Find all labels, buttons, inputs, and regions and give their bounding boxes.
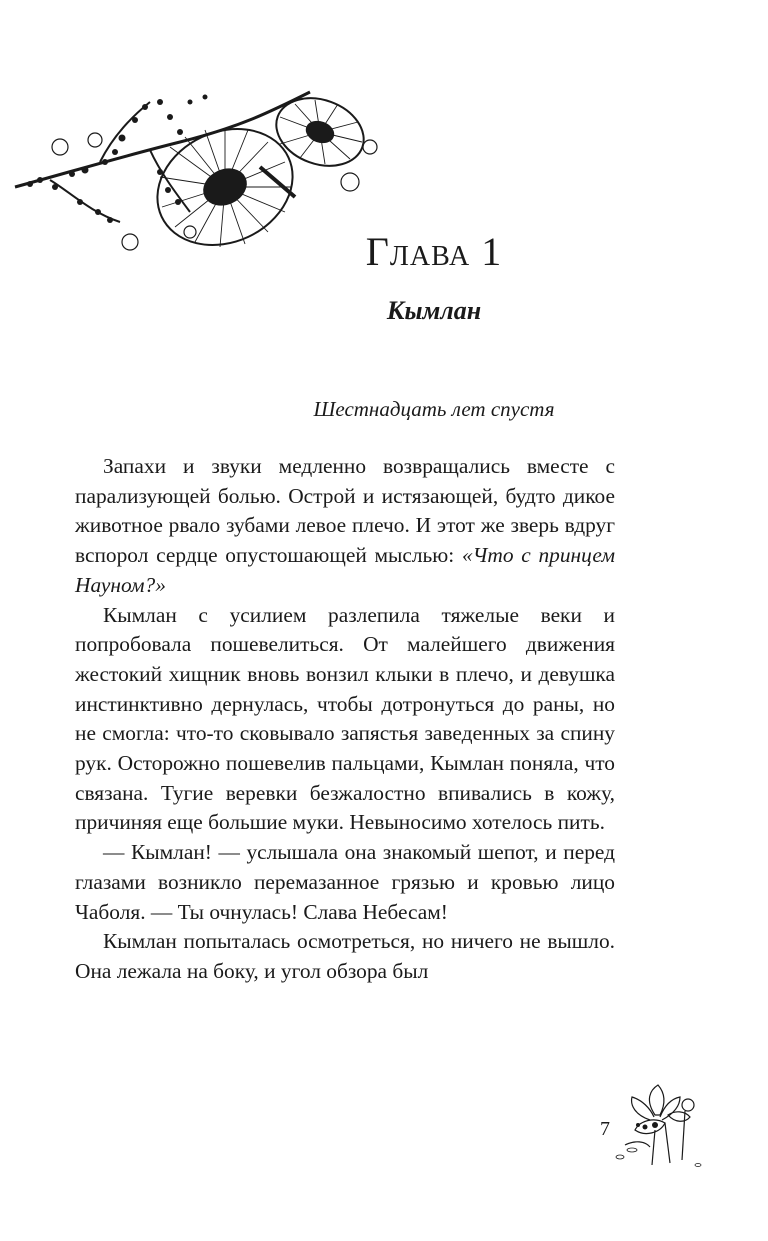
paragraph-text: Кымлан попыталась осмотреться, но ничего не вышло. Она лежала на боку, и угол обзора был — [75, 929, 615, 983]
paragraph — [75, 838, 615, 927]
lotus-illustration — [610, 1075, 710, 1175]
paragraph — [75, 452, 615, 601]
paragraph-text: Запахи и звуки медленно возвращались вместе с парализующей болью. Острой и истязающей, будто дикое животное рвало зубами левое плечо. И этот же зверь вдруг вспорол сердце опустошающей мыслью: — [75, 454, 615, 568]
chapter-body — [75, 452, 615, 987]
chapter-title: Глава 1 — [365, 229, 503, 274]
paragraph — [75, 601, 615, 839]
page-number: 7 — [600, 1118, 610, 1140]
epigraph: Шестнадцать лет спустя — [313, 397, 555, 421]
chapter-subtitle: Кымлан — [386, 296, 482, 325]
paragraph-italic-text: «Что с принцем Науном?» — [75, 543, 615, 597]
paragraph — [75, 927, 615, 986]
paragraph-text: — Кымлан! — услышала она знакомый шепот, и перед глазами возникло перемазанное грязью и кровью лицо Чаболя. — Ты очнулась! Слава Небесам! — [75, 840, 615, 924]
paragraph-text: Кымлан с усилием разлепила тяжелые веки и попробовала пошевелиться. От малейшего движения жестокий хищник вновь вонзил клыки в плечо, и девушка инстинктивно дернулась, чтобы дотронуться до раны, но не смогла: что-то сковывало запястья заведенных за спину рук. Осторожно пошевелив пальцами, Кымлан поняла, что связана. Тугие веревки безжалостно впивались в кожу, причиняя еще большие муки. Невыносимо хотелось пить. — [75, 602, 615, 835]
